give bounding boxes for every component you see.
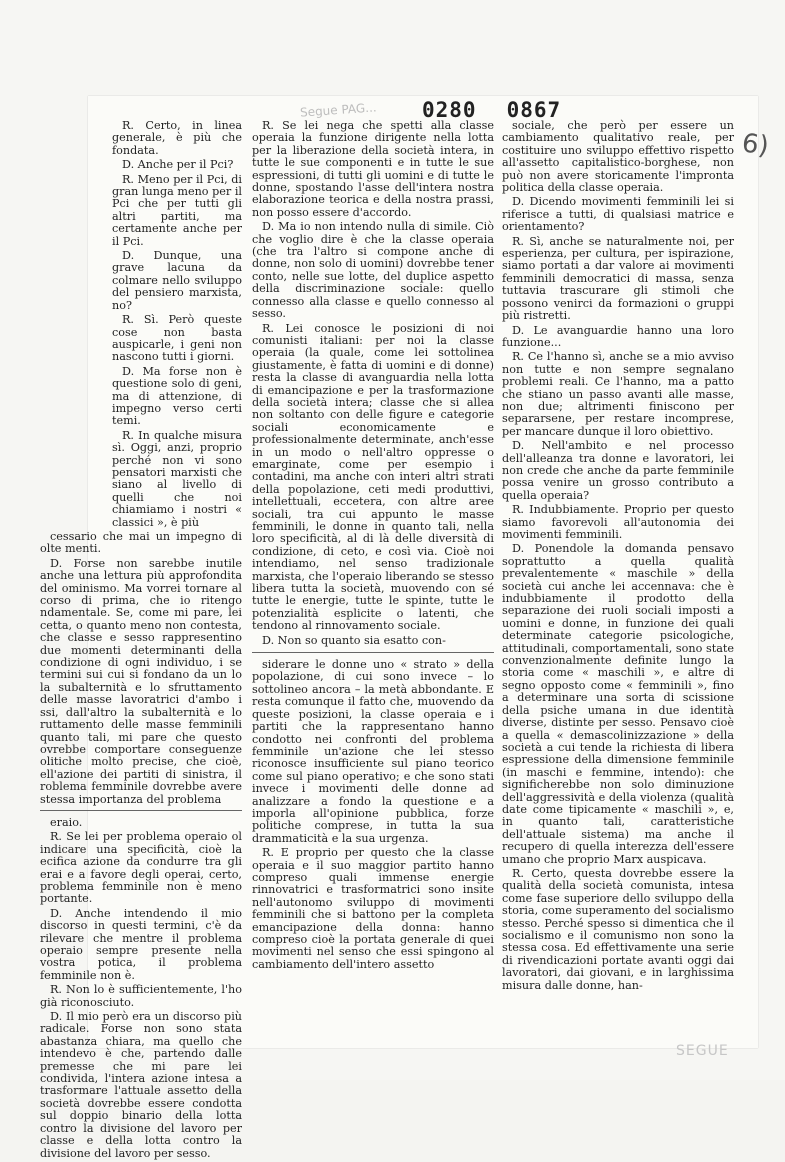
- paragraph: R. Certo, questa dovrebbe essere la qualità della società comunista, intesa come fase superiore dello sviluppo della storia, come superamento del socialismo stesso. Perché spesso si dimentica che il socialismo e il comunismo non sono la stessa cosa. Ed effettivamente una serie di rivendicazioni portate avanti oggi dai lavoratori, dai giovani, e in larghissima misura dalle donne, han-: [502, 866, 734, 992]
- continuation-note: SEGUE: [676, 1043, 729, 1059]
- stamp-number-right: 0867: [506, 98, 562, 122]
- paragraph: D. Dunque, una grave lacuna da colmare nello sviluppo del pensiero marxista, no?: [112, 249, 242, 312]
- paragraph: R. In qualche misura sì. Oggi, anzi, proprio perché non vi sono pensatori marxisti che siano al livello di quelli che noi chiamiamo i nostri « classici », è più: [112, 428, 242, 529]
- paragraph: R. Se lei nega che spetti alla classe operaia la funzione dirigente nella lotta per la liberazione della società intera, in tutte le sue componenti e in tutte le sue espressioni, di tutti gli uomini e di tutte le donne, spostando l'asse dell'intera nostra elaborazione teorica e della nostra prassi, non posso essere d'accordo.: [252, 119, 494, 219]
- paragraph: R. Meno per il Pci, di gran lunga meno per il Pci che per tutti gli altri partiti, ma certamente anche per il Pci.: [112, 172, 242, 248]
- paragraph: D. Non so quanto sia esatto con-: [262, 633, 446, 647]
- paragraph: D. Anche intendendo il mio discorso in questi termini, c'è da rilevare che mentre il problema operaio sempre presente nella vostra potica, il problema femminile non è.: [40, 906, 242, 982]
- right-column: [502, 120, 734, 994]
- paragraph: D. Forse non sarebbe inutile anche una lettura più approfondita del ominismo. Ma vorrei tornare al corso di prima, che io ritengo ndamentale. Se, come mi pare, lei cetta, o quanto meno non contesta, che classe e sesso rappresentino due momenti determinanti della condizione di ogni individuo, i se termini sui cui si fondano da un lo la subalternità e lo sfruttamento delle masse lavoratrici d'ambo i ssi, dall'altro la subalternità e lo ruttamento delle masse femminili quanto tali, mi pare che questo ovrebbe comportare conseguenze olitiche molto precise, che cioè, ell'azione dei partiti di sinistra, il roblema femminile dovrebbe avere stessa importanza del problema: [40, 556, 242, 806]
- page-number-note: 6): [740, 128, 771, 162]
- paragraph: R. Non lo è sufficientemente, l'ho già riconosciuto.: [40, 983, 242, 1009]
- paragraph: R. Lei conosce le posizioni di noi comunisti italiani: per noi la classe operaia (la quale, come lei sottolinea giustamente, è fatta di uomini e di donne) resta la classe di avanguardia nella lotta di emancipazione e per la trasformazione della società intera; classe che si allea non soltanto con delle figure e categorie sociali economicamente e professionalmente determinate, anch'esse in un modo o nell'altro oppresse o emarginate, come per esempio i contadini, ma anche con interi altri strati della popolazione, ceti medi produttivi, intellettuali, eccetera, con altre aree sociali, tra cui appunto le masse femminili, le donne in quanto tali, nella loro specificità, al di là delle diversità di condizione, di ceto, e così via. Cioè noi intendiamo, nel senso tradizionale marxista, che l'operaio liberando se stesso libera tutta la società, muovendo con sé tutte le energie, tutte le spinte, tutte le potenzialità esplicite o latenti, che tendono al rinnovamento sociale.: [252, 321, 494, 633]
- paragraph: D. Ponendole la domanda pensavo soprattutto a quella qualità prevalentemente « maschile » della società cui anche lei accennava: che è indubbiamente il prodotto della separazione dei ruoli sociali imposti a uomini e donne, in funzione dei quali determinate categorie psicologiche, attitudinali, comportamentali, sono state convenzionalmente definite lungo la storia come « maschili », e altre di segno opposto come « femminili », fino a determinare una sorta di scissione della psiche umana in due identità diverse, distinte per sesso. Pensavo cioè a quella « demascolinizzazione » della società a cui tende la richiesta di libera espressione della dimensione femminile (in maschi e femmine, intendo): che significherebbe non solo diminuzione dell'aggressività e della violenza (qualità date come tipicamente « maschili », e, in quanto tali, caratteristiche dell'attuale sistema) ma anche il recupero di quella interezza dell'essere umano che proprio Marx auspicava.: [502, 542, 734, 866]
- paragraph: R. Indubbiamente. Proprio per questo siamo favorevoli all'autonomia dei movimenti femminili.: [502, 503, 734, 541]
- paragraph: R. E proprio per questo che la classe operaia e il suo maggior partito hanno compreso quali immense energie rinnovatrici e trasformatrici sono insite nell'autonomo sviluppo di movimenti femminili che si battono per la completa emancipazione della donna: hanno compreso cioè la portata generale di quei movimenti nel senso che essi spingono al cambiamento dell'intero assetto: [252, 846, 494, 971]
- stamp-number-left: 0280: [422, 98, 477, 122]
- left-column-top: [40, 120, 242, 529]
- paragraph: siderare le donne uno « strato » della popolazione, di cui sono invece – lo sottolineo ancora – la metà abbondante. E resta comunque il fatto che, muovendo da queste posizioni, la classe operaia e i partiti che la rappresentano hanno condotto nei confronti del problema femminile un'azione che lei stesso riconosce insufficiente sul piano teorico come sul piano operativo; e che sono stati invece i movimenti delle donne ad analizzare a fondo la questione e a imporla all'opinione pubblica, forze politiche comprese, in tutta la sua drammaticità e la sua urgenza.: [252, 658, 494, 845]
- paragraph: sociale, che però per essere un cambiamento qualitativo reale, per costituire uno sviluppo effettivo rispetto all'assetto capitalistico-borghese, non può non avere storicamente l'impronta politica della classe operaia.: [502, 119, 734, 195]
- paragraph: eraio.: [50, 815, 83, 829]
- middle-column: [252, 120, 494, 973]
- left-column: [40, 120, 242, 1162]
- paragraph: D. Il mio però era un discorso più radicale. Forse non sono stata abastanza chiara, ma quello che intendevo è che, partendo dalle premesse che mi pare lei condivida, l'intera azione intesa a trasformare l'attuale assetto della società dovrebbe essere condotta sul doppio binario della lotta contro la divisione del lavoro per classe e della lotta contro la divisione del lavoro per sesso.: [40, 1010, 242, 1160]
- divider: [40, 810, 242, 811]
- divider: [252, 652, 494, 653]
- handwritten-note: Segue PAG...: [299, 100, 378, 120]
- paragraph: D. Ma io non intendo nulla di simile. Ciò che voglio dire è che la classe operaia (che tra l'altro si compone anche di donne, non solo di uomini) dovrebbe tener conto, nelle sue lotte, del duplice aspetto della discriminazione sociale: quello connesso alla classe e quello connesso al sesso.: [252, 220, 494, 321]
- paragraph: D. Le avanguardie hanno una loro funzione...: [502, 323, 734, 349]
- paragraph: D. Nell'ambito e nel processo dell'alleanza tra donne e lavoratori, lei non crede che anche da parte femminile possa venire un grosso contributo a quella operaia?: [502, 439, 734, 502]
- paragraph: D. Anche per il Pci?: [122, 158, 234, 172]
- paragraph: D. Ma forse non è questione solo di geni, ma di attenzione, di impegno verso certi temi.: [112, 364, 242, 428]
- paragraph: R. Ce l'hanno sì, anche se a mio avviso non tutte e non sempre segnalano problemi reali. Ce l'hanno, ma a patto che stiano un passo avanti alle masse, non due; altrimenti finiscono per separarsene, per restare incomprese, per mancare dunque il loro obiettivo.: [502, 350, 734, 438]
- paragraph: D. Dicendo movimenti femminili lei si riferisce a tutti, di qualsiasi matrice e orientamento?: [502, 195, 734, 234]
- paragraph: R. Se lei per problema operaio ol indicare una specificità, cioè la ecifica azione da condurre tra gli erai e a favore degli operai, certo, problema femminile non è meno portante.: [40, 830, 242, 906]
- paragraph: R. Sì. Però queste cose non basta auspicarle, i geni non nascono tutti i giorni.: [112, 313, 242, 364]
- paragraph: R. Sì, anche se naturalmente noi, per esperienza, per cultura, per ispirazione, siamo portati a dar valore ai movimenti femminili democratici di massa, senza tuttavia trascurare gli stimoli che possono venirci da formazioni o gruppi più ristretti.: [502, 234, 734, 323]
- paragraph: cessario che mai un impegno di olte menti.: [40, 530, 242, 556]
- paragraph: R. Certo, in linea generale, è più che fondata.: [112, 119, 242, 157]
